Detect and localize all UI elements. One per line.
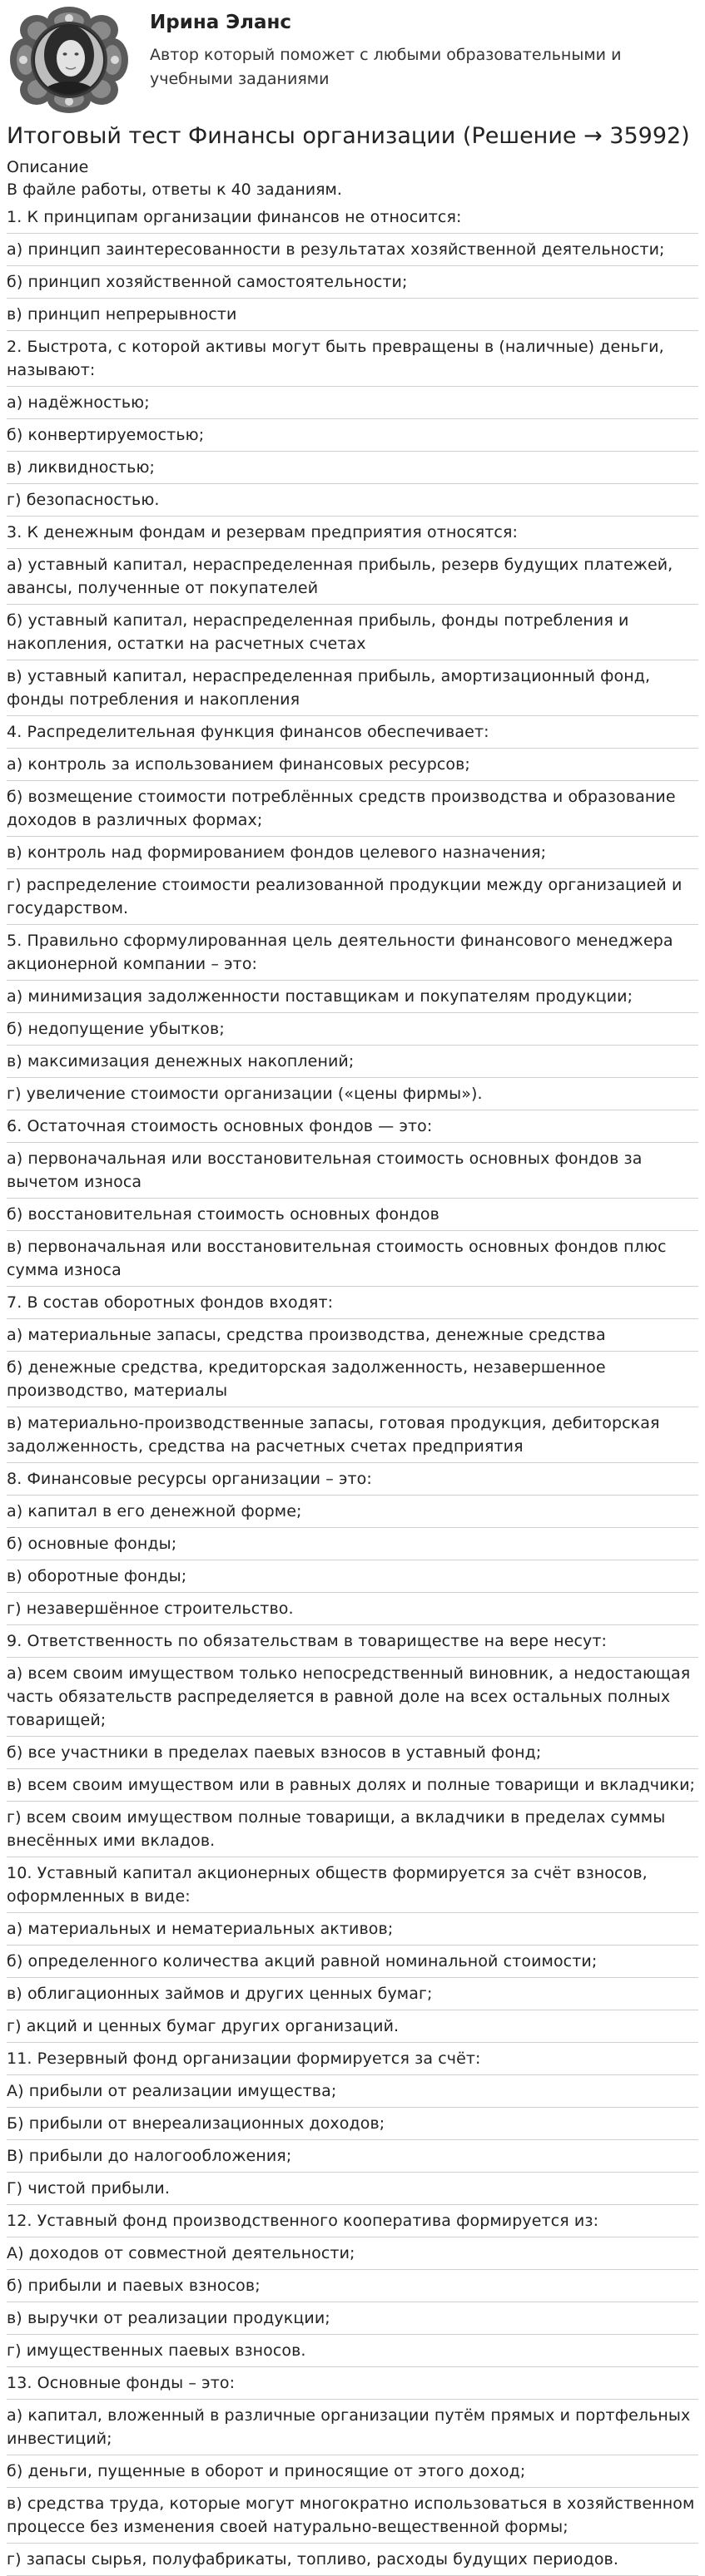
answer-option: а) капитал в его денежной форме; xyxy=(7,1496,698,1528)
answer-option: Г) чистой прибыли. xyxy=(7,2173,698,2205)
question-7 xyxy=(0,1287,705,1463)
answer-option: б) возмещение стоимости потреблённых средств производства и образование доходов в различных формах; xyxy=(7,781,698,837)
answer-option: а) первоначальная или восстановительная стоимость основных фондов за вычетом износа xyxy=(7,1143,698,1199)
answer-option: б) принцип хозяйственной самостоятельности; xyxy=(7,266,698,299)
answer-option: в) всем своим имуществом или в равных долях и полные товарищи и вкладчики; xyxy=(7,1769,698,1802)
question-11 xyxy=(0,2043,705,2205)
answer-option: б) все участники в пределах паевых взносов в уставный фонд; xyxy=(7,1737,698,1769)
question-13 xyxy=(0,2367,705,2576)
answer-option: б) восстановительная стоимость основных фондов xyxy=(7,1199,698,1231)
question-title: 4. Распределительная функция финансов обеспечивает: xyxy=(7,716,698,749)
answer-option: г) безопасностью. xyxy=(7,484,698,517)
author-name[interactable]: Ирина Эланс xyxy=(150,12,292,33)
question-title: 10. Уставный капитал акционерных обществ формируется за счёт взносов, оформленных в виде: xyxy=(7,1857,698,1913)
question-title: 8. Финансовые ресурсы организации – это: xyxy=(7,1463,698,1496)
author-header xyxy=(0,0,705,116)
answer-option: б) основные фонды; xyxy=(7,1528,698,1560)
question-title: 11. Резервный фонд организации формируется за счёт: xyxy=(7,2043,698,2075)
answer-option: б) конвертируемостью; xyxy=(7,419,698,452)
answer-option: в) выручки от реализации продукции; xyxy=(7,2302,698,2335)
question-6 xyxy=(0,1110,705,1287)
answer-option: а) минимизация задолженности поставщикам и покупателям продукции; xyxy=(7,981,698,1013)
answer-option: а) контроль за использованием финансовых ресурсов; xyxy=(7,749,698,781)
answer-option: в) оборотные фонды; xyxy=(7,1560,698,1593)
question-5 xyxy=(0,925,705,1110)
question-title: 9. Ответственность по обязательствам в товариществе на вере несут: xyxy=(7,1625,698,1658)
answer-option: г) распределение стоимости реализованной продукции между организацией и государством. xyxy=(7,869,698,925)
author-info xyxy=(150,7,641,91)
question-2 xyxy=(0,331,705,517)
answer-option: б) прибыли и паевых взносов; xyxy=(7,2270,698,2302)
answer-option: в) ликвидностью; xyxy=(7,452,698,484)
answer-option: г) акций и ценных бумаг других организаций. xyxy=(7,2010,698,2043)
answer-option: а) уставный капитал, нераспределенная прибыль, резерв будущих платежей, авансы, полученные от покупателей xyxy=(7,549,698,605)
answer-option: А) прибыли от реализации имущества; xyxy=(7,2075,698,2108)
answer-option: а) надёжностью; xyxy=(7,387,698,419)
description-heading: Описание xyxy=(7,158,89,176)
answer-option: г) имущественных паевых взносов. xyxy=(7,2335,698,2367)
question-3 xyxy=(0,517,705,716)
answer-option: г) незавершённое строительство. xyxy=(7,1593,698,1625)
question-title: 12. Уставный фонд производственного кооператива формируется из: xyxy=(7,2205,698,2237)
question-title: 6. Остаточная стоимость основных фондов — это: xyxy=(7,1110,698,1143)
answer-option: в) уставный капитал, нераспределенная прибыль, амортизационный фонд, фонды потребления и накопления xyxy=(7,660,698,716)
answer-option: в) облигационных займов и других ценных бумаг; xyxy=(7,1978,698,2010)
question-title: 2. Быстрота, с которой активы могут быть превращены в (наличные) деньги, называют: xyxy=(7,331,698,387)
answer-option: а) всем своим имуществом только непосредственный виновник, а недостающая часть обязательств распределяется в равной доле на всех остальных полных товарищей; xyxy=(7,1658,698,1737)
question-title: 1. К принципам организации финансов не относится: xyxy=(7,201,698,234)
answer-option: В) прибыли до налогообложения; xyxy=(7,2140,698,2173)
answer-option: в) средства труда, которые могут многократно использоваться в хозяйственном процессе без изменения своей натурально-вещественной формы; xyxy=(7,2488,698,2544)
question-1 xyxy=(0,201,705,331)
answer-option: в) максимизация денежных накоплений; xyxy=(7,1046,698,1078)
avatar-flower-frame-image xyxy=(7,7,132,113)
question-title: 3. К денежным фондам и резервам предприятия относятся: xyxy=(7,517,698,549)
answer-option: б) денежные средства, кредиторская задолженность, незавершенное производство, материалы xyxy=(7,1352,698,1407)
question-title: 7. В состав оборотных фондов входят: xyxy=(7,1287,698,1319)
description-text: В файле работы, ответы к 40 заданиям. xyxy=(7,180,342,199)
document-title: Итоговый тест Финансы организации (Решение → 35992) xyxy=(7,123,690,149)
answer-option: А) доходов от совместной деятельности; xyxy=(7,2237,698,2270)
answer-option: в) контроль над формированием фондов целевого назначения; xyxy=(7,837,698,869)
question-title: 5. Правильно сформулированная цель деятельности финансового менеджера акционерной компании – это: xyxy=(7,925,698,981)
answer-option: б) определенного количества акций равной номинальной стоимости; xyxy=(7,1946,698,1978)
answer-option: Б) прибыли от внереализационных доходов; xyxy=(7,2108,698,2140)
answer-option: г) запасы сырья, полуфабрикаты, топливо, расходы будущих периодов. xyxy=(7,2544,698,2576)
question-9 xyxy=(0,1625,705,1857)
author-description: Автор который поможет с любыми образовательными и учебными заданиями xyxy=(150,46,622,88)
answer-option: а) материальные запасы, средства производства, денежные средства xyxy=(7,1319,698,1352)
answer-option: а) принцип заинтересованности в результатах хозяйственной деятельности; xyxy=(7,234,698,266)
answer-option: в) принцип непрерывности xyxy=(7,299,698,331)
answer-option: б) уставный капитал, нераспределенная прибыль, фонды потребления и накопления, остатки на расчетных счетах xyxy=(7,605,698,660)
answer-option: г) всем своим имуществом полные товарищи, а вкладчики в пределах суммы внесённых ими вкладов. xyxy=(7,1802,698,1857)
answer-option: в) материально-производственные запасы, готовая продукция, дебиторская задолженность, средства на расчетных счетах предприятия xyxy=(7,1407,698,1463)
question-4 xyxy=(0,716,705,925)
question-10 xyxy=(0,1857,705,2043)
answer-option: а) капитал, вложенный в различные организации путём прямых и портфельных инвестиций; xyxy=(7,2400,698,2455)
answer-option: в) первоначальная или восстановительная стоимость основных фондов плюс сумма износа xyxy=(7,1231,698,1287)
answer-option: б) деньги, пущенные в оборот и приносящие от этого доход; xyxy=(7,2455,698,2488)
question-8 xyxy=(0,1463,705,1625)
question-12 xyxy=(0,2205,705,2367)
answer-option: б) недопущение убытков; xyxy=(7,1013,698,1046)
answer-option: г) увеличение стоимости организации («цены фирмы»). xyxy=(7,1078,698,1110)
avatar[interactable] xyxy=(7,7,132,113)
answer-option: а) материальных и нематериальных активов; xyxy=(7,1913,698,1946)
question-title: 13. Основные фонды – это: xyxy=(7,2367,698,2400)
